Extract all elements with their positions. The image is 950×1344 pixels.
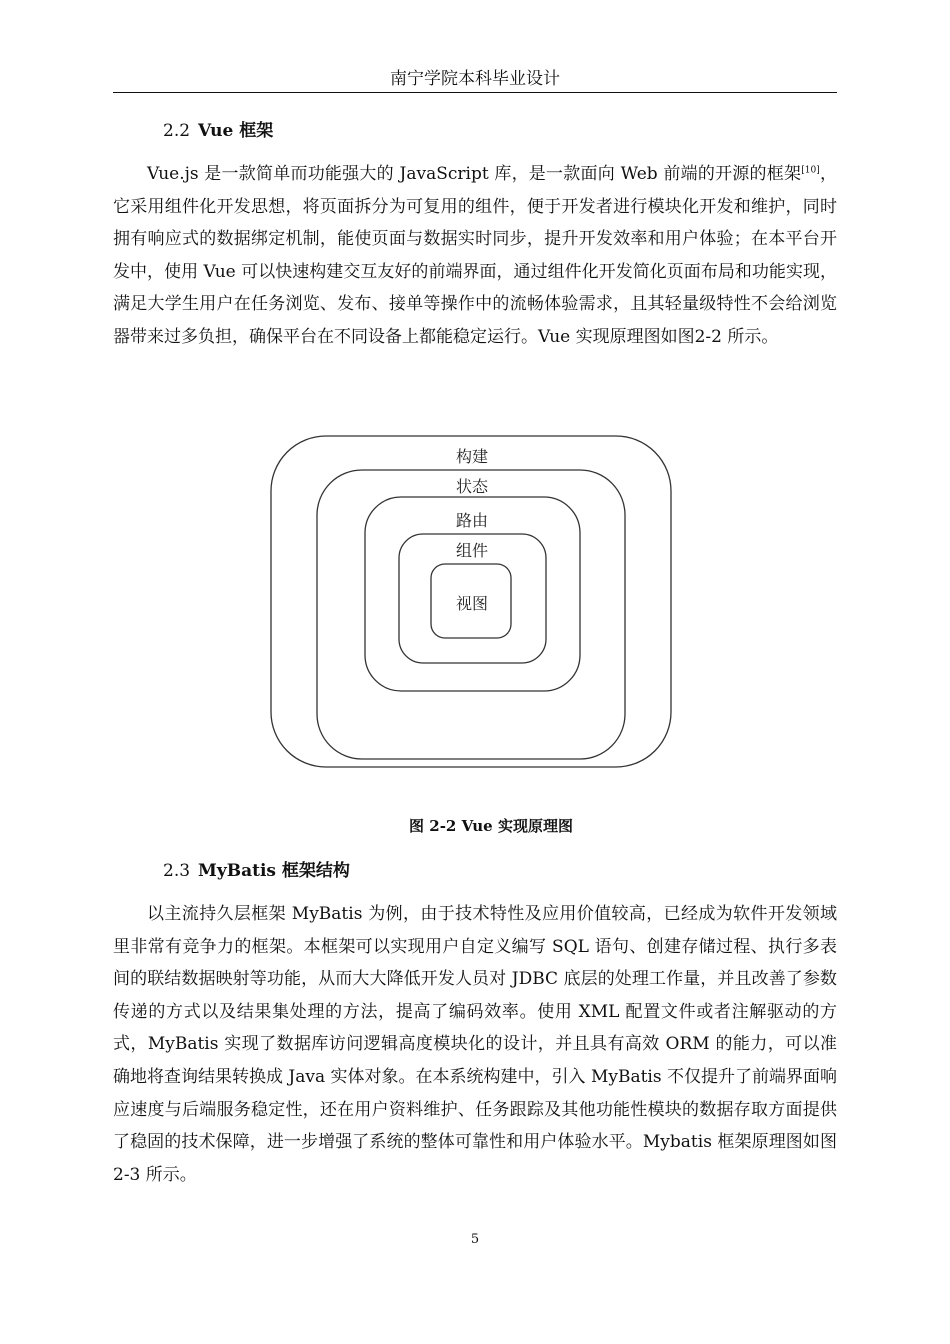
section-title: MyBatis 框架结构: [198, 861, 350, 881]
vue-architecture-diagram: [268, 432, 676, 772]
section-number: 2.3: [163, 861, 191, 881]
section-heading-2-2: [163, 118, 273, 144]
section-number: 2.2: [163, 121, 191, 141]
figure-caption: 图 2-2 Vue 实现原理图: [409, 817, 573, 835]
citation-ref: [10]: [801, 165, 820, 176]
vue-paragraph-text-end: ，它采用组件化开发思想，将页面拆分为可复用的组件，便于开发者进行模块化开发和维护，同时拥有响应式的数据绑定机制，能使页面与数据实时同步，提升开发效率和用户体验；在本平台开发中，使用 Vue 可以快速构建交互友好的前端界面，通过组件化开发简化页面布局和功能实现，满足大学生用户在任务浏览、发布、接单等操作中的流畅体验需求，且其轻量级特性不会给浏览器带来过多负担，确保平台在不同设备上都能稳定运行。Vue 实现原理图如图2-2 所示。: [113, 164, 838, 347]
header-rule: [113, 92, 837, 93]
layer-label-view: 视图: [455, 594, 489, 613]
section-heading-2-3: [163, 858, 350, 884]
page-header: 南宁学院本科毕业设计: [390, 69, 560, 89]
layer-label-build: 构建: [455, 447, 489, 466]
layer-label-router: 路由: [455, 511, 489, 530]
mybatis-paragraph: 以主流持久层框架 MyBatis 为例，由于技术特性及应用价值较高，已经成为软件开发领域里非常有竞争力的框架。本框架可以实现用户自定义编写 SQL 语句、创建存储过程、执行多表间的联结数据映射等功能，从而大大降低开发人员对 JDBC 底层的处理工作量，并且改善了参数传递的方式以及结果集处理的方法，提高了编码效率。使用 XML 配置文件或者注解驱动的方式，MyBatis 实现了数据库访问逻辑高度模块化的设计，并且具有高效 ORM 的能力，可以准确地将查询结果转换成 Java 实体对象。在本系统构建中，引入 MyBatis 不仅提升了前端界面响应速度与后端服务稳定性，还在用户资料维护、任务跟踪及其他功能性模块的数据存取方面提供了稳固的技术保障，进一步增强了系统的整体可靠性和用户体验水平。Mybatis 框架原理图如图2-3 所示。: [113, 904, 837, 1185]
section-title: Vue 框架: [198, 121, 274, 141]
page-number: 5: [470, 1232, 480, 1247]
layer-label-component: 组件: [455, 541, 489, 560]
layer-label-state: 状态: [455, 477, 489, 496]
vue-paragraph-text-start: Vue.js 是一款简单而功能强大的 JavaScript 库，是一款面向 Web 前端的开源的框架: [147, 164, 802, 184]
vue-paragraph: [113, 158, 837, 354]
